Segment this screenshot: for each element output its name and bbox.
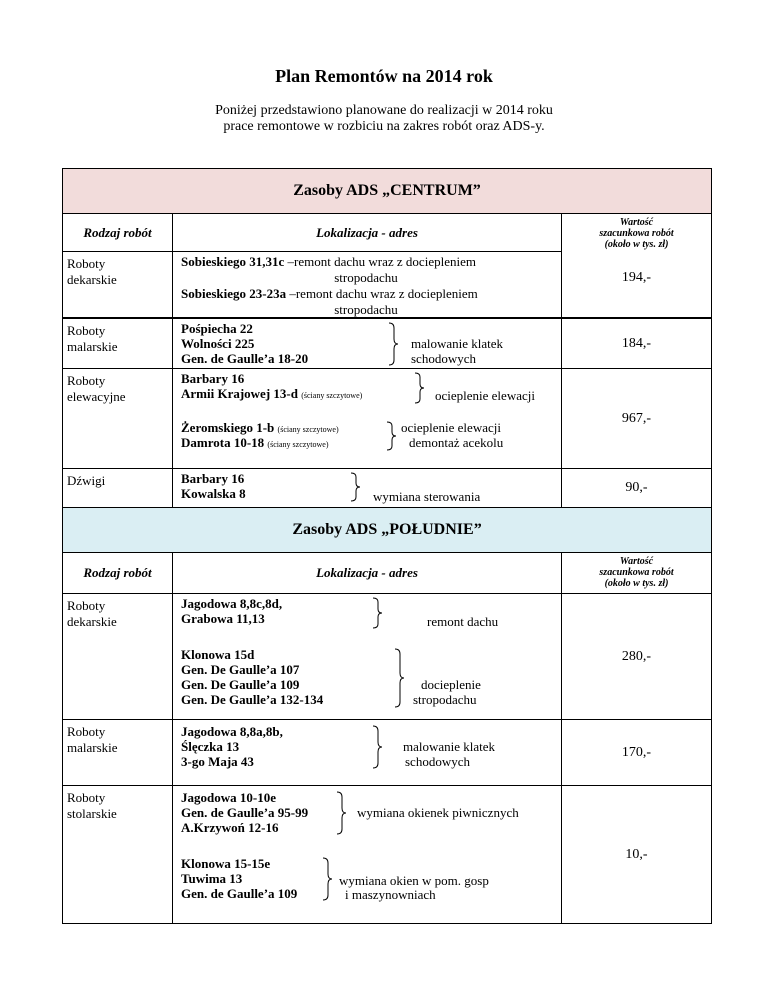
address: Damrota 10-18 [181, 435, 265, 450]
brace-icon [373, 598, 381, 628]
address: Gen. de Gaulle’a 109 [181, 886, 298, 901]
value-cell: 194,- [621, 270, 652, 285]
address: Jagodowa 10-10e [181, 790, 276, 805]
work-desc: malowanie klatek [411, 336, 504, 351]
header-value-line: szacunkowa robót [599, 228, 674, 239]
work-desc: remont dachu [427, 614, 499, 629]
header-row-centrum [63, 214, 712, 252]
header-work-type: Rodzaj robót [63, 553, 173, 594]
work-desc: –remont dachu wraz z dociepleniem [284, 254, 476, 269]
work-desc: stropodachu [413, 692, 477, 707]
address: Wolności 225 [181, 336, 255, 351]
work-type-cell [63, 786, 173, 924]
value-cell: 280,- [562, 594, 712, 720]
work-desc: schodowych [405, 754, 470, 769]
address: Tuwima 13 [181, 871, 243, 886]
header-value-line: szacunkowa robót [599, 567, 674, 578]
work-type-label: Dźwigi [67, 473, 106, 488]
work-desc: wymiana okien w pom. gosp [339, 873, 489, 888]
location-cell [173, 469, 562, 508]
header-value-cell [562, 553, 712, 594]
section-poludnie [63, 508, 712, 553]
brace-icon [395, 649, 403, 707]
work-type-label: dekarskie [67, 614, 117, 629]
work-type-cell [63, 594, 173, 720]
brace-icon [415, 373, 423, 403]
work-desc: i maszynowniach [345, 887, 436, 902]
address: Jagodowa 8,8c,8d, [181, 596, 283, 611]
intro-line-2: prace remontowe w rozbiciu na zakres robót oraz ADS-y. [223, 119, 545, 134]
address: Żeromskiego 1-b [181, 420, 275, 435]
intro-text [0, 103, 768, 135]
header-value-line: (około w tys. zł) [604, 578, 669, 589]
work-desc: –remont dachu wraz z dociepleniem [286, 286, 478, 301]
work-type-cell [63, 720, 173, 786]
address: Armii Krajowej 13-d [181, 386, 298, 401]
brace-icon [389, 323, 397, 365]
address-note: (ściany szczytowe) [267, 440, 329, 449]
address: Gen. De Gaulle’a 109 [181, 677, 300, 692]
location-cell [173, 786, 562, 924]
table-row [63, 469, 712, 508]
work-type-label: Roboty [67, 598, 106, 613]
renovation-table [62, 168, 712, 924]
work-type-cell [63, 319, 173, 369]
header-value-line: (około w tys. zł) [604, 239, 669, 250]
header-value-cell [562, 214, 712, 318]
location-cell [173, 720, 562, 786]
address: Barbary 16 [181, 471, 245, 486]
work-desc: schodowych [411, 351, 476, 366]
work-type-label: Roboty [67, 373, 106, 388]
address: Sobieskiego 23-23a [181, 286, 287, 301]
address: A.Krzywoń 12-16 [181, 820, 279, 835]
value-cell: 184,- [562, 319, 712, 369]
address: Gen. de Gaulle’a 18-20 [181, 351, 309, 366]
address: Gen. De Gaulle’a 132-134 [181, 692, 324, 707]
work-type-label: Roboty [67, 323, 106, 338]
value-cell: 10,- [562, 786, 712, 924]
page-title: Plan Remontów na 2014 rok [275, 66, 493, 86]
brace-icon [337, 792, 345, 834]
brace-icon [387, 422, 395, 450]
header-location: Lokalizacja - adres [173, 214, 562, 252]
work-type-label: Roboty [67, 256, 106, 271]
work-desc: docieplenie [421, 677, 481, 692]
table-row [63, 319, 712, 369]
work-type-label: elewacyjne [67, 389, 126, 404]
address: Ślęczka 13 [181, 739, 240, 754]
header-value-line: Wartość [619, 556, 654, 567]
work-desc: stropodachu [334, 302, 398, 317]
address-note: (ściany szczytowe) [277, 425, 339, 434]
address: Gen. De Gaulle’a 107 [181, 662, 300, 677]
work-desc: demontaż acekolu [409, 435, 504, 450]
section-poludnie-title: Zasoby ADS „POŁUDNIE” [63, 508, 712, 553]
address: Barbary 16 [181, 371, 245, 386]
address: Jagodowa 8,8a,8b, [181, 724, 283, 739]
work-desc: stropodachu [334, 270, 398, 285]
work-type-cell [63, 369, 173, 469]
header-row-poludnie [63, 553, 712, 594]
value-cell: 170,- [562, 720, 712, 786]
work-desc: ocieplenie elewacji [435, 388, 535, 403]
location-cell [173, 594, 562, 720]
address: Klonowa 15d [181, 647, 255, 662]
header-location: Lokalizacja - adres [173, 553, 562, 594]
work-type-label: Roboty [67, 724, 106, 739]
section-centrum [63, 169, 712, 214]
address: Pośpiecha 22 [181, 321, 253, 336]
location-cell [173, 319, 562, 369]
work-type-label: malarskie [67, 740, 118, 755]
work-type-cell [63, 252, 173, 318]
table-row [63, 369, 712, 469]
work-type-label: malarskie [67, 339, 118, 354]
value-cell: 90,- [562, 469, 712, 508]
work-type-label: dekarskie [67, 272, 117, 287]
header-work-type: Rodzaj robót [63, 214, 173, 252]
header-value-line: Wartość [619, 217, 654, 228]
location-cell [173, 369, 562, 469]
address: Sobieskiego 31,31c [181, 254, 285, 269]
work-desc: wymiana okienek piwnicznych [357, 805, 519, 820]
address: Grabowa 11,13 [181, 611, 265, 626]
address: Gen. de Gaulle’a 95-99 [181, 805, 309, 820]
work-type-label: stolarskie [67, 806, 117, 821]
work-desc: ocieplenie elewacji [401, 420, 501, 435]
work-desc: malowanie klatek [403, 739, 496, 754]
section-centrum-title: Zasoby ADS „CENTRUM” [63, 169, 712, 214]
address: Klonowa 15-15e [181, 856, 271, 871]
table-row [63, 786, 712, 924]
work-desc: wymiana sterowania [373, 489, 481, 504]
address: Kowalska 8 [181, 486, 246, 501]
address-note: (ściany szczytowe) [301, 391, 363, 400]
work-type-cell [63, 469, 173, 508]
brace-icon [351, 473, 359, 501]
address: 3-go Maja 43 [181, 754, 254, 769]
location-cell [173, 252, 562, 318]
table-row [63, 594, 712, 720]
table-row [63, 720, 712, 786]
intro-line-1: Poniżej przedstawiono planowane do realizacji w 2014 roku [215, 103, 553, 118]
value-cell: 967,- [562, 369, 712, 469]
brace-icon [323, 858, 331, 900]
work-type-label: Roboty [67, 790, 106, 805]
brace-icon [373, 726, 381, 768]
